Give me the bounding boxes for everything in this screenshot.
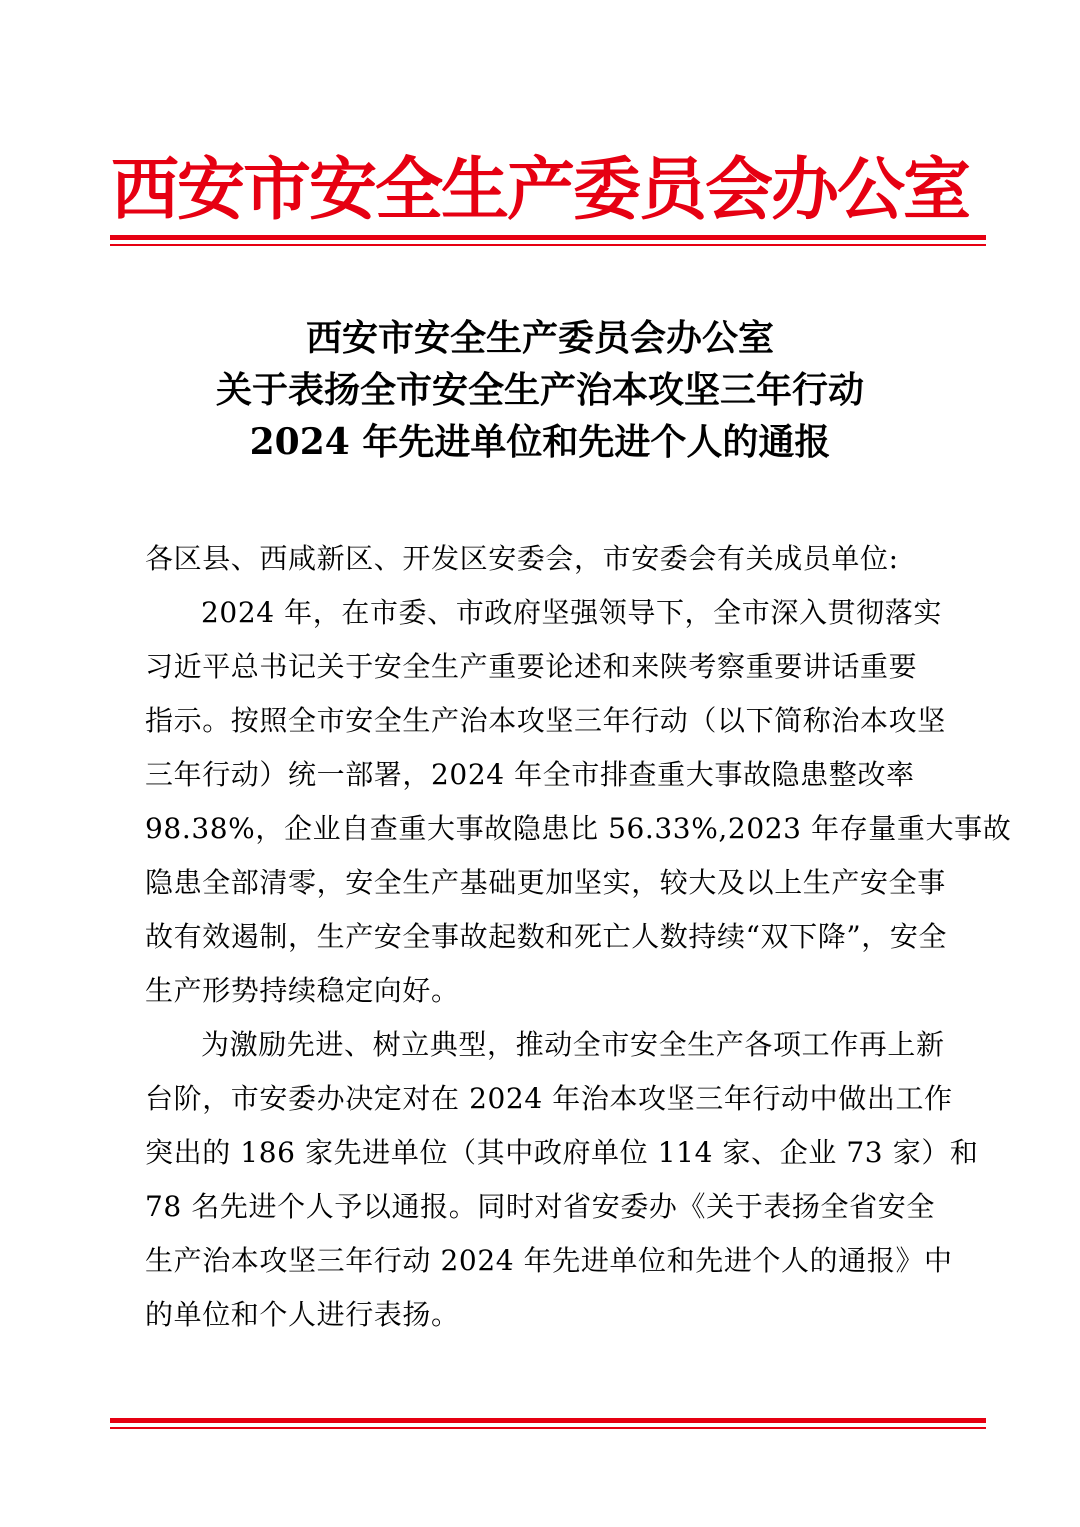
salutation: 各区县、西咸新区、开发区安委会，市安委会有关成员单位: [145,542,899,575]
paragraph-line: 的单位和个人进行表扬。 [145,1298,460,1331]
header-divider-thick [110,235,986,240]
header-divider [110,235,986,246]
paragraph-line: 生产治本攻坚三年行动 2024 年先进单位和先进个人的通报》中 [145,1244,953,1277]
document-title-line-3: 2024 年先进单位和先进个人的通报 [249,421,831,463]
paragraph-line: 故有效遏制，生产安全事故起数和死亡人数持续“双下降”，安全 [145,920,948,953]
footer-divider-thick [110,1418,986,1423]
footer-divider-thin [110,1427,986,1429]
paragraph-line: 78 名先进个人予以通报。同时对省安委办《关于表扬全省安全 [145,1190,935,1223]
header-org-name: 西安市安全生产委员会办公室 [110,150,969,230]
paragraph-line: 98.38%，企业自查重大事故隐患比 56.33%,2023 年存量重大事故 [145,812,1012,845]
document-title-line-2: 关于表扬全市安全生产治本攻坚三年行动 [215,369,864,411]
paragraph-line: 三年行动）统一部署，2024 年全市排查重大事故隐患整改率 [145,758,915,791]
footer-divider [110,1418,986,1429]
paragraph-line: 为激励先进、树立典型，推动全市安全生产各项工作再上新 [201,1028,945,1061]
paragraph-line: 隐患全部清零，安全生产基础更加坚实，较大及以上生产安全事 [145,866,946,899]
paragraph-line: 习近平总书记关于安全生产重要论述和来陕考察重要讲话重要 [145,650,918,683]
paragraph-line: 突出的 186 家先进单位（其中政府单位 114 家、企业 73 家）和 [145,1136,979,1169]
header-divider-thin [110,244,986,246]
paragraph-line: 台阶，市安委办决定对在 2024 年治本攻坚三年行动中做出工作 [145,1082,953,1115]
paragraph-line: 指示。按照全市安全生产治本攻坚三年行动（以下简称治本攻坚 [145,704,946,737]
document-title-line-1: 西安市安全生产委员会办公室 [305,317,774,359]
document-title [0,312,1080,468]
paragraph-line: 生产形势持续稳定向好。 [145,974,460,1007]
document-body [145,532,1012,1342]
paragraph-line: 2024 年，在市委、市政府坚强领导下，全市深入贯彻落实 [201,596,942,629]
